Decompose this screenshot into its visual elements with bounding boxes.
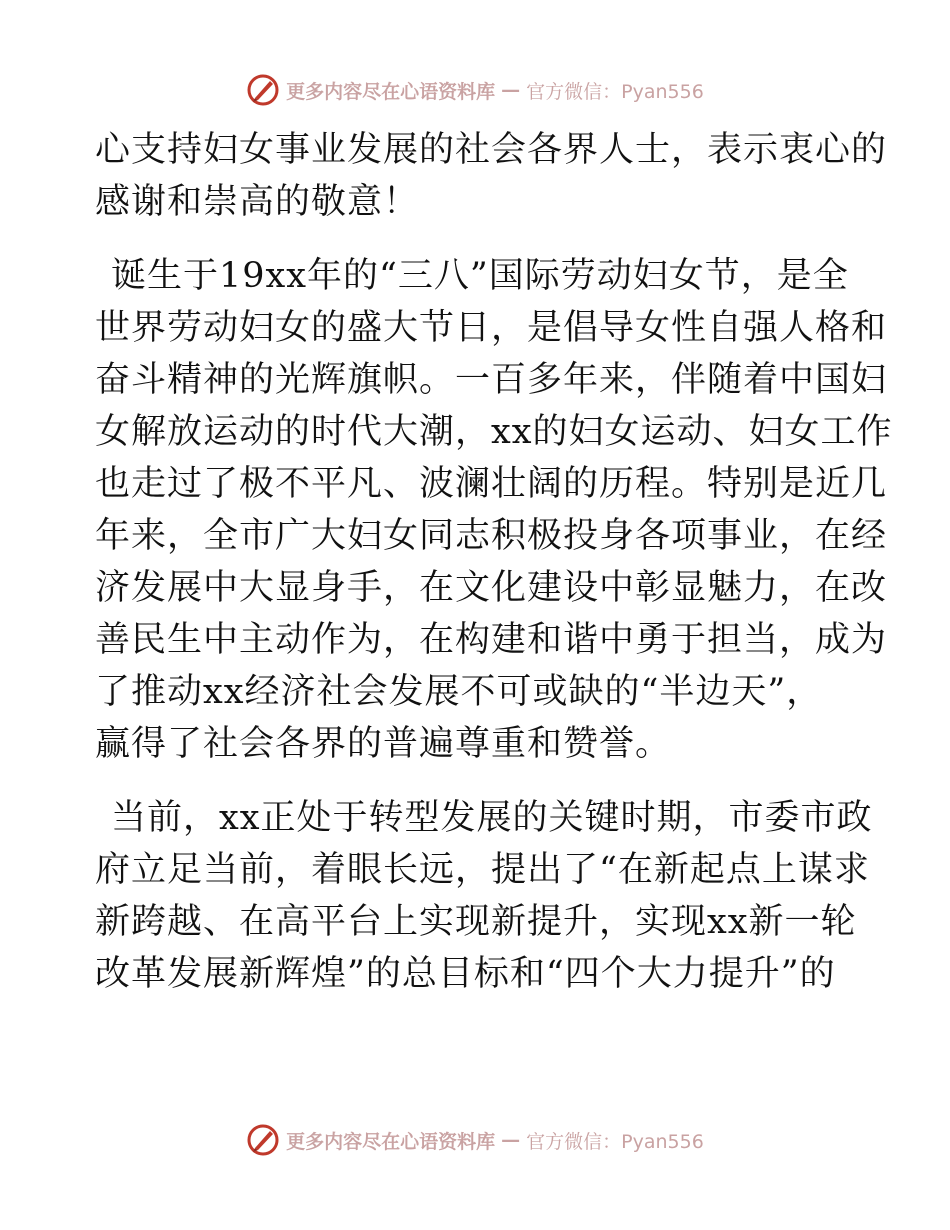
text-line: 善民生中主动作为，在构建和谐中勇于担当，成为 <box>95 620 888 660</box>
paragraph-2 <box>95 250 893 770</box>
banner-brand-text: 更多内容尽在心语资料库 <box>286 80 496 103</box>
banner-wechat-text: 官方微信：Pyan556 <box>526 1130 704 1153</box>
banner-brand-text: 更多内容尽在心语资料库 <box>286 1130 496 1153</box>
document-body <box>95 124 893 1000</box>
banner-separator: — <box>501 1129 521 1151</box>
text-line: 济发展中大显身手，在文化建设中彰显魅力，在改 <box>95 568 888 608</box>
text-line: 当前，xx正处于转型发展的关键时期，市委市政 <box>111 798 873 838</box>
paragraph-1 <box>95 124 888 228</box>
text-line: 了推动xx经济社会发展不可或缺的“半边天”， <box>95 672 823 712</box>
text-line: 世界劳动妇女的盛大节日，是倡导女性自强人格和 <box>95 308 888 348</box>
text-line: 改革发展新辉煌”的总目标和“四个大力提升”的 <box>95 954 836 994</box>
text-line: 心支持妇女事业发展的社会各界人士，表示衷心的 <box>95 130 888 170</box>
text-line: 新跨越、在高平台上实现新提升，实现xx新一轮 <box>95 902 857 942</box>
text-line: 女解放运动的时代大潮，xx的妇女运动、妇女工作 <box>95 412 893 452</box>
text-line: 诞生于19xx年的“三八”国际劳动妇女节，是全 <box>111 256 849 296</box>
text-line: 年来，全市广大妇女同志积极投身各项事业，在经 <box>95 516 888 556</box>
banner-separator: — <box>501 79 521 101</box>
quill-pen-logo-icon <box>246 73 280 107</box>
text-line: 赢得了社会各界的普遍尊重和赞誉。 <box>95 724 672 764</box>
footer-banner <box>0 1120 950 1160</box>
paragraph-3 <box>95 792 873 1000</box>
quill-pen-logo-icon <box>246 1123 280 1157</box>
text-line: 府立足当前，着眼长远，提出了“在新起点上谋求 <box>95 850 870 890</box>
text-line: 也走过了极不平凡、波澜壮阔的历程。特别是近几 <box>95 464 888 504</box>
text-line: 感谢和崇高的敬意！ <box>95 182 420 222</box>
text-line: 奋斗精神的光辉旗帜。一百多年来，伴随着中国妇 <box>95 360 888 400</box>
banner-wechat-text: 官方微信：Pyan556 <box>526 80 704 103</box>
header-banner <box>0 70 950 110</box>
